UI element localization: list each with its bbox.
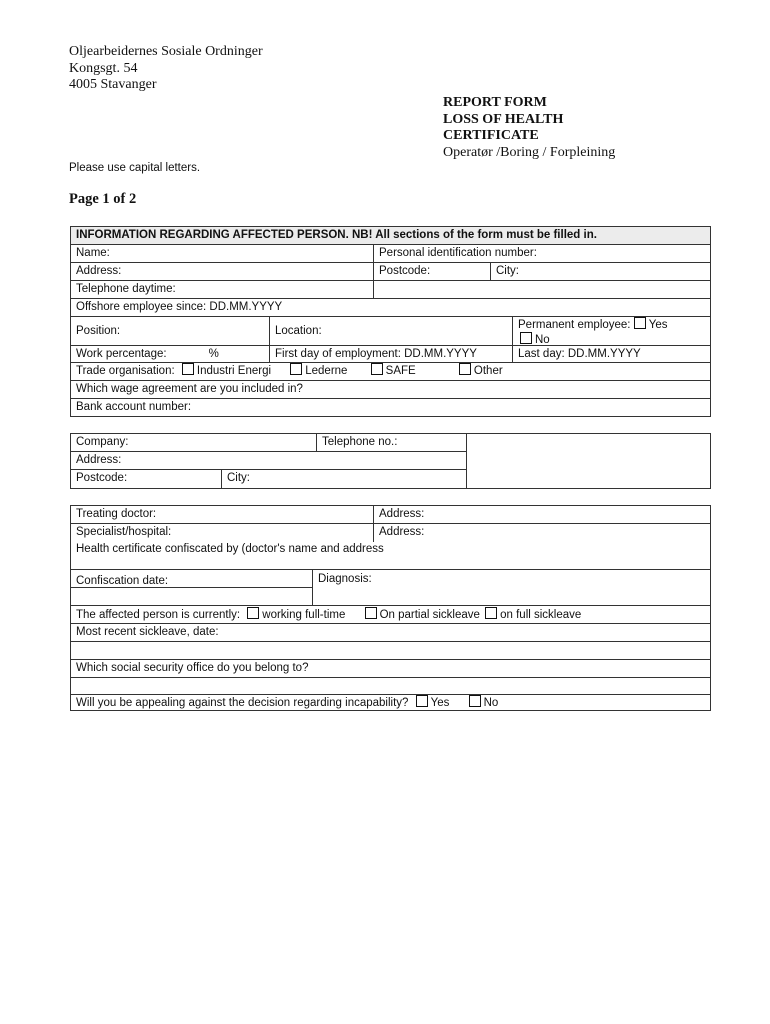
appeal-no-label: No bbox=[483, 697, 499, 709]
trade-other-checkbox[interactable] bbox=[459, 363, 471, 375]
recent-sickleave-field[interactable]: Most recent sickleave, date: bbox=[71, 624, 711, 641]
telephone-extra-field[interactable] bbox=[374, 281, 711, 298]
trade-lederne-checkbox[interactable] bbox=[290, 363, 302, 375]
first-day-field[interactable]: First day of employment: DD.MM.YYYY bbox=[270, 346, 513, 362]
confiscation-date-field[interactable]: Confiscation date: bbox=[71, 570, 313, 587]
offshore-since-field[interactable]: Offshore employee since: DD.MM.YYYY bbox=[71, 299, 711, 316]
title-line3: CERTIFICATE bbox=[443, 128, 539, 143]
full-time-checkbox[interactable] bbox=[247, 607, 259, 619]
doctor-address-field[interactable]: Address: bbox=[374, 506, 711, 523]
permanent-label: Permanent employee: bbox=[518, 319, 631, 331]
specialist-field[interactable]: Specialist/hospital: bbox=[71, 524, 374, 542]
partial-sickleave-checkbox[interactable] bbox=[365, 607, 377, 619]
sender-street: Kongsgt. 54 bbox=[69, 60, 138, 76]
currently-label: The affected person is currently: bbox=[76, 609, 241, 621]
work-percentage-label: Work percentage: bbox=[76, 348, 167, 360]
permanent-no-checkbox[interactable] bbox=[520, 332, 532, 344]
form-title bbox=[443, 95, 615, 161]
city-field[interactable]: City: bbox=[491, 263, 711, 280]
confiscation-date-extra[interactable] bbox=[71, 588, 313, 605]
current-status-row bbox=[71, 606, 711, 623]
wage-agreement-field[interactable]: Which wage agreement are you included in? bbox=[71, 381, 711, 398]
treating-doctor-field[interactable]: Treating doctor: bbox=[71, 506, 374, 523]
permanent-no-label: No bbox=[535, 334, 550, 345]
trade-other-label: Other bbox=[473, 365, 503, 377]
page-number: Page 1 of 2 bbox=[69, 191, 137, 207]
address-field[interactable]: Address: bbox=[71, 263, 374, 280]
company-telephone-field[interactable]: Telephone no.: bbox=[317, 434, 467, 451]
appeal-row bbox=[71, 695, 711, 710]
social-security-office-field[interactable]: Which social security office do you belong to? bbox=[71, 660, 711, 677]
appeal-no-checkbox[interactable] bbox=[469, 695, 481, 707]
bank-account-field[interactable]: Bank account number: bbox=[71, 399, 711, 416]
trade-lederne-label: Lederne bbox=[305, 365, 348, 377]
health-certificate-section bbox=[70, 505, 711, 711]
company-field[interactable]: Company: bbox=[71, 434, 317, 451]
sender-name: Oljearbeidernes Sosiale Ordninger bbox=[69, 44, 263, 59]
trade-safe-checkbox[interactable] bbox=[371, 363, 383, 375]
trade-organisation-row bbox=[71, 363, 711, 380]
telephone-field[interactable]: Telephone daytime: bbox=[71, 281, 374, 298]
trade-industri-label: Industri Energi bbox=[196, 365, 272, 377]
work-percentage-field[interactable] bbox=[71, 346, 270, 362]
full-sickleave-label: on full sickleave bbox=[500, 609, 582, 621]
position-field[interactable] bbox=[71, 317, 270, 345]
percent-sign: % bbox=[208, 348, 219, 360]
company-stamp-area[interactable] bbox=[467, 434, 711, 489]
recent-sickleave-extra[interactable] bbox=[71, 642, 711, 659]
affected-person-section bbox=[70, 226, 711, 417]
company-address-field[interactable]: Address: bbox=[71, 452, 467, 469]
postcode-field[interactable]: Postcode: bbox=[374, 263, 491, 280]
trade-safe-label: SAFE bbox=[385, 365, 416, 377]
confiscated-by-field[interactable]: Health certificate confiscated by (doctor's name and address bbox=[71, 542, 711, 569]
permanent-employee-cell bbox=[513, 317, 711, 345]
location-label: Location: bbox=[275, 324, 322, 337]
sender-address bbox=[69, 44, 263, 94]
sender-city: 4005 Stavanger bbox=[69, 77, 157, 92]
trade-label: Trade organisation: bbox=[76, 365, 175, 377]
partial-sickleave-label: On partial sickleave bbox=[379, 609, 480, 621]
specialist-address-field[interactable]: Address: bbox=[374, 524, 711, 542]
pid-field[interactable]: Personal identification number: bbox=[374, 245, 711, 262]
permanent-yes-checkbox[interactable] bbox=[634, 317, 646, 329]
company-city-field[interactable]: City: bbox=[222, 470, 467, 488]
section1-header: INFORMATION REGARDING AFFECTED PERSON. NB! All sections of the form must be filled in. bbox=[71, 227, 711, 244]
capital-letters-note: Please use capital letters. bbox=[69, 162, 201, 174]
company-section bbox=[70, 433, 711, 489]
permanent-yes-label: Yes bbox=[648, 319, 668, 331]
appeal-yes-checkbox[interactable] bbox=[416, 695, 428, 707]
full-time-label: working full-time bbox=[262, 609, 346, 621]
location-field[interactable] bbox=[270, 317, 513, 345]
name-field[interactable]: Name: bbox=[71, 245, 374, 262]
company-postcode-field[interactable]: Postcode: bbox=[71, 470, 222, 488]
title-line2: LOSS OF HEALTH bbox=[443, 111, 564, 127]
appeal-yes-label: Yes bbox=[430, 697, 450, 709]
diagnosis-field[interactable]: Diagnosis: bbox=[313, 570, 711, 606]
title-line1: REPORT FORM bbox=[443, 95, 547, 110]
full-sickleave-checkbox[interactable] bbox=[485, 607, 497, 619]
position-label: Position: bbox=[76, 324, 121, 337]
last-day-field[interactable]: Last day: DD.MM.YYYY bbox=[513, 346, 711, 362]
social-security-extra[interactable] bbox=[71, 678, 711, 694]
appeal-label: Will you be appealing against the decision regarding incapability? bbox=[76, 697, 409, 709]
title-line4: Operatør /Boring / Forpleining bbox=[443, 144, 616, 160]
trade-industri-checkbox[interactable] bbox=[182, 363, 194, 375]
